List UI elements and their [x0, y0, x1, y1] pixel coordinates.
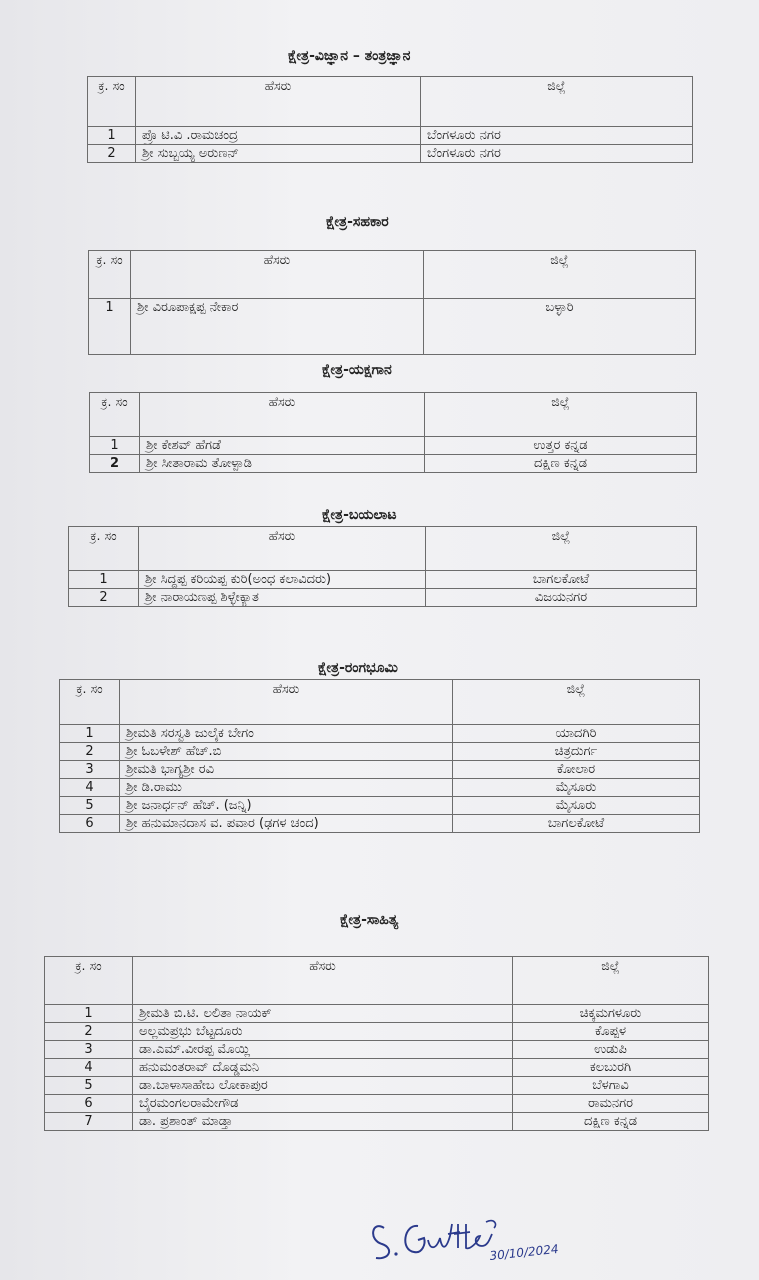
table-row [89, 299, 696, 355]
handwritten-signature [370, 1210, 600, 1270]
row-district: ಕೊಪ್ಪಳ [513, 1023, 709, 1041]
table-row [60, 815, 700, 833]
table-row [45, 1113, 709, 1131]
row-sn: 1 [88, 127, 136, 145]
row-name: ಡಾ.ಬಾಳಾಸಾಹೇಬ ಲೋಕಾಪುರ [133, 1077, 513, 1095]
row-district: ರಾಮನಗರ [513, 1095, 709, 1113]
row-name: ಪ್ರೊ ಟಿ.ವಿ .ರಾಮಚಂದ್ರ [136, 127, 421, 145]
row-district: ವಿಜಯನಗರ [426, 589, 697, 607]
row-name: ಬೈರಮಂಗಲರಾಮೇಗೌಡ [133, 1095, 513, 1113]
row-district: ಮೈಸೂರು [453, 797, 700, 815]
table-row [60, 797, 700, 815]
row-name: ಶ್ರೀ ಸಿದ್ದಪ್ಪ ಕರಿಯಪ್ಪ ಕುರಿ(ಅಂಧ ಕಲಾವಿದರು) [139, 571, 426, 589]
row-sn: 1 [69, 571, 139, 589]
table-header-row [89, 251, 696, 299]
header-district: ಜಿಲ್ಲೆ [424, 251, 696, 299]
header-name: ಹೆಸರು [120, 680, 453, 725]
header-name: ಹೆಸರು [133, 957, 513, 1005]
row-name: ಶ್ರೀ ಸೀತಾರಾಮ ತೋಳ್ಪಾಡಿ [140, 455, 425, 473]
header-sn: ಕ್ರ. ಸಂ [60, 680, 120, 725]
header-name: ಹೆಸರು [139, 527, 426, 571]
table-yakshagana [89, 392, 697, 473]
row-name: ಹನುಮಂತರಾವ್ ದೊಡ್ಡಮನಿ [133, 1059, 513, 1077]
table-row [60, 779, 700, 797]
row-name: ಶ್ರೀ ಓಬಳೇಶ್ ಹೆಚ್.ಬಿ [120, 743, 453, 761]
row-district: ಉತ್ತರ ಕನ್ನಡ [425, 437, 697, 455]
row-sn: 6 [60, 815, 120, 833]
row-name: ಶ್ರೀ ಸುಬ್ಬಯ್ಯ ಅರುಣನ್ [136, 145, 421, 163]
row-sn: 3 [45, 1041, 133, 1059]
table-literature [44, 956, 709, 1131]
row-sn: 3 [60, 761, 120, 779]
row-name: ಶ್ರೀ ಜನಾರ್ಧನ್ ಹೆಚ್. (ಜನ್ನಿ) [120, 797, 453, 815]
table-row [45, 1005, 709, 1023]
row-district: ಕಲಬುರಗಿ [513, 1059, 709, 1077]
row-name: ಶ್ರೀ ವಿರೂಪಾಕ್ಷಪ್ಪ ನೇಕಾರ [131, 299, 424, 355]
table-header-row [69, 527, 697, 571]
row-name: ಡಾ. ಪ್ರಶಾಂತ್ ಮಾಡ್ತಾ [133, 1113, 513, 1131]
row-sn: 5 [45, 1077, 133, 1095]
row-district: ಬಾಗಲಕೋಟೆ [453, 815, 700, 833]
header-sn: ಕ್ರ. ಸಂ [45, 957, 133, 1005]
table-bayalata [68, 526, 697, 607]
table-cooperation [88, 250, 696, 355]
table-row [90, 455, 697, 473]
table-row [60, 725, 700, 743]
row-name: ಡಾ.ಎಮ್.ವೀರಪ್ಪ ಮೊಯ್ಲಿ [133, 1041, 513, 1059]
section-title-cooperation: ಕ್ಷೇತ್ರ-ಸಹಕಾರ [326, 214, 389, 230]
row-sn: 1 [89, 299, 131, 355]
header-district: ಜಿಲ್ಲೆ [426, 527, 697, 571]
row-name: ಶ್ರೀ ಡಿ.ರಾಮು [120, 779, 453, 797]
row-name: ಶ್ರೀ ಹನುಮಾನದಾಸ ವ. ಪವಾರ (ಢಗಳ ಚಂದ) [120, 815, 453, 833]
table-row [60, 743, 700, 761]
row-sn: 1 [45, 1005, 133, 1023]
section-title-science: ಕ್ಷೇತ್ರ-ವಿಜ್ಞಾನ – ತಂತ್ರಜ್ಞಾನ [288, 48, 411, 64]
row-sn: 1 [60, 725, 120, 743]
header-district: ಜಿಲ್ಲೆ [421, 77, 693, 127]
row-name: ಅಲ್ಲಮಪ್ರಭು ಬೆಟ್ಟದೂರು [133, 1023, 513, 1041]
row-sn: 7 [45, 1113, 133, 1131]
row-name: ಶ್ರೀ ಕೇಶವ್ ಹೆಗಡೆ [140, 437, 425, 455]
table-row [45, 1059, 709, 1077]
row-sn: 2 [60, 743, 120, 761]
table-row [45, 1041, 709, 1059]
table-row [60, 761, 700, 779]
row-name: ಶ್ರೀಮತಿ ಬಿ.ಟಿ. ಲಲಿತಾ ನಾಯಕ್ [133, 1005, 513, 1023]
table-header-row [90, 393, 697, 437]
header-name: ಹೆಸರು [136, 77, 421, 127]
signature-date: 30/10/2024 [488, 1241, 560, 1263]
row-district: ಬೆಂಗಳೂರು ನಗರ [421, 127, 693, 145]
row-district: ಬೆಳಗಾವಿ [513, 1077, 709, 1095]
row-sn: 1 [90, 437, 140, 455]
table-theatre [59, 679, 700, 833]
row-name: ಶ್ರೀಮತಿ ಸರಸ್ವತಿ ಜುಲೈಕ ಬೇಗಂ [120, 725, 453, 743]
row-name: ಶ್ರೀ ನಾರಾಯಣಪ್ಪ ಶಿಳ್ಳೇಕ್ಯಾತ [139, 589, 426, 607]
table-row [69, 571, 697, 589]
row-sn: 2 [88, 145, 136, 163]
table-science [87, 76, 693, 163]
row-district: ಚಿಕ್ಕಮಗಳೂರು [513, 1005, 709, 1023]
table-header-row [88, 77, 693, 127]
row-sn: 5 [60, 797, 120, 815]
header-sn: ಕ್ರ. ಸಂ [90, 393, 140, 437]
table-header-row [45, 957, 709, 1005]
section-title-yakshagana: ಕ್ಷೇತ್ರ-ಯಕ್ಷಗಾನ [322, 362, 392, 378]
row-district: ಕೋಲಾರ [453, 761, 700, 779]
section-title-bayalata: ಕ್ಷೇತ್ರ-ಬಯಲಾಟ [322, 507, 397, 523]
table-row [90, 437, 697, 455]
header-sn: ಕ್ರ. ಸಂ [69, 527, 139, 571]
row-name: ಶ್ರೀಮತಿ ಭಾಗ್ಯಶ್ರೀ ರವಿ [120, 761, 453, 779]
table-row [45, 1095, 709, 1113]
row-district: ದಕ್ಷಿಣ ಕನ್ನಡ [513, 1113, 709, 1131]
row-district: ಯಾದಗಿರಿ [453, 725, 700, 743]
table-row [88, 127, 693, 145]
row-district: ಚಿತ್ರದುರ್ಗ [453, 743, 700, 761]
row-sn: 4 [60, 779, 120, 797]
header-name: ಹೆಸರು [131, 251, 424, 299]
row-district: ಬೆಂಗಳೂರು ನಗರ [421, 145, 693, 163]
row-district: ಮೈಸೂರು [453, 779, 700, 797]
header-sn: ಕ್ರ. ಸಂ [88, 77, 136, 127]
header-name: ಹೆಸರು [140, 393, 425, 437]
section-title-theatre: ಕ್ಷೇತ್ರ-ರಂಗಭೂಮಿ [318, 660, 398, 676]
header-district: ಜಿಲ್ಲೆ [513, 957, 709, 1005]
table-row [88, 145, 693, 163]
row-district: ಬಳ್ಳಾರಿ [424, 299, 696, 355]
header-district: ಜಿಲ್ಲೆ [425, 393, 697, 437]
table-row [69, 589, 697, 607]
row-sn: 2 [90, 455, 140, 473]
row-sn: 4 [45, 1059, 133, 1077]
table-row [45, 1077, 709, 1095]
table-header-row [60, 680, 700, 725]
table-row [45, 1023, 709, 1041]
section-title-literature: ಕ್ಷೇತ್ರ-ಸಾಹಿತ್ಯ [340, 912, 399, 928]
header-sn: ಕ್ರ. ಸಂ [89, 251, 131, 299]
row-district: ದಕ್ಷಿಣ ಕನ್ನಡ [425, 455, 697, 473]
row-district: ಉಡುಪಿ [513, 1041, 709, 1059]
row-sn: 2 [45, 1023, 133, 1041]
header-district: ಜಿಲ್ಲೆ [453, 680, 700, 725]
row-district: ಬಾಗಲಕೋಟೆ [426, 571, 697, 589]
row-sn: 6 [45, 1095, 133, 1113]
row-sn: 2 [69, 589, 139, 607]
